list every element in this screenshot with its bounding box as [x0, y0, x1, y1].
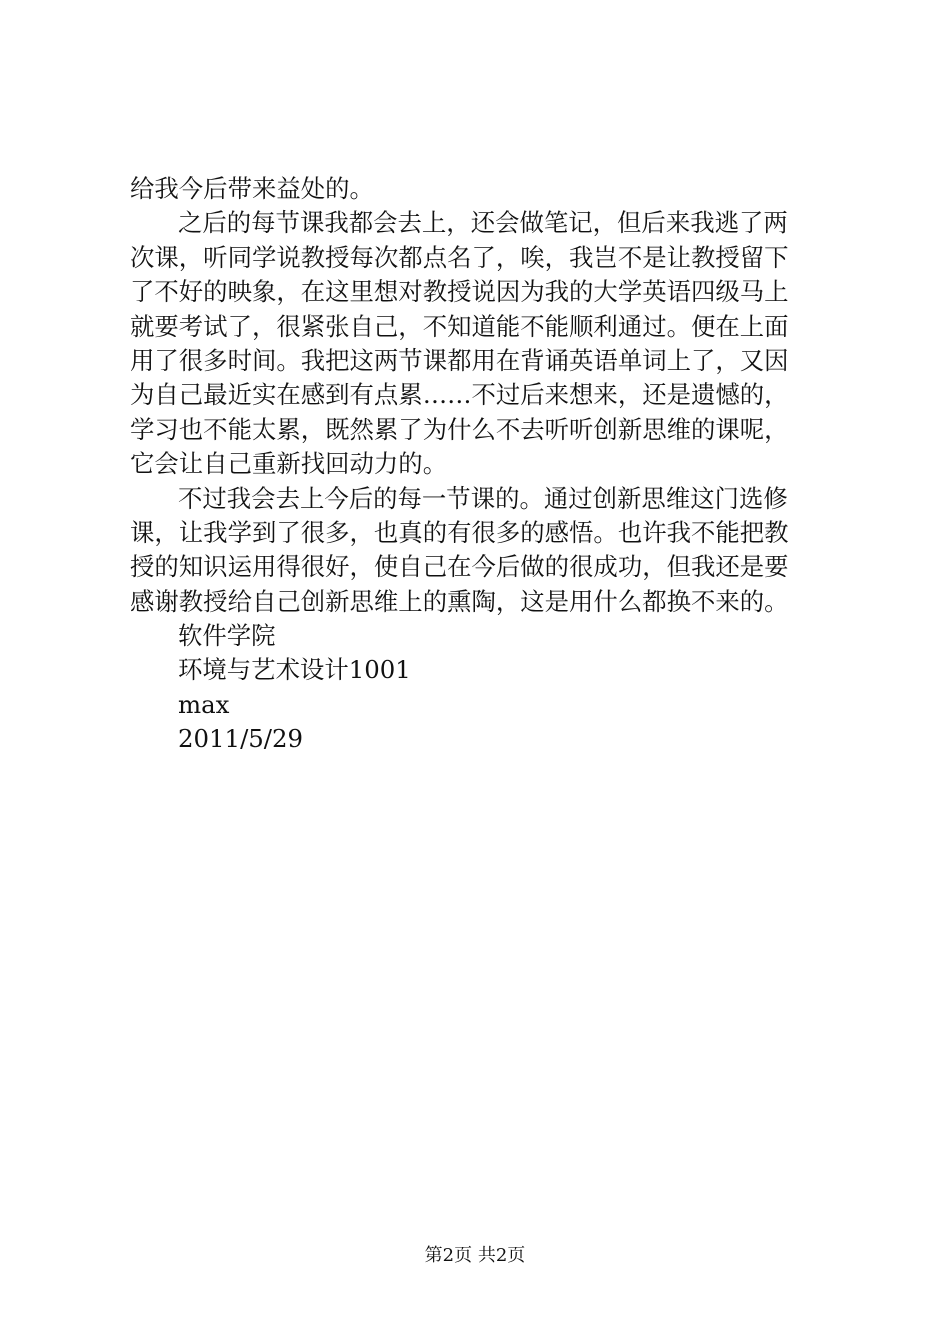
body-line: 之后的每节课我都会去上，还会做笔记，但后来我逃了两	[178, 208, 788, 238]
signature-name: max	[178, 689, 230, 719]
body-line: 次课，听同学说教授每次都点名了，唉，我岂不是让教授留下	[130, 242, 789, 272]
body-line: 课，让我学到了很多，也真的有很多的感悟。也许我不能把教	[130, 517, 789, 547]
body-line: 了不好的映象，在这里想对教授说因为我的大学英语四级马上	[130, 277, 789, 307]
body-line: 感谢教授给自己创新思维上的熏陶，这是用什么都换不来的。	[130, 586, 789, 616]
body-line: 用了很多时间。我把这两节课都用在背诵英语单词上了，又因	[130, 345, 789, 375]
body-line: 不过我会去上今后的每一节课的。通过创新思维这门选修	[178, 483, 788, 513]
body-line: 学习也不能太累，既然累了为什么不去听听创新思维的课呢，	[130, 414, 789, 444]
page-number: 第2页 共2页	[424, 1245, 526, 1266]
body-line: 为自己最近实在感到有点累……不过后来想来，还是遗憾的，	[130, 380, 789, 410]
body-line: 给我今后带来益处的。	[130, 174, 374, 203]
signature-class: 环境与艺术设计1001	[178, 655, 411, 685]
body-line: 授的知识运用得很好，使自己在今后做的很成功，但我还是要	[130, 552, 789, 582]
body-line: 就要考试了，很紧张自己，不知道能不能顺利通过。便在上面	[130, 311, 789, 341]
signature-school: 软件学院	[178, 621, 276, 651]
body-line: 它会让自己重新找回动力的。	[130, 449, 448, 479]
document-body	[130, 172, 830, 757]
signature-date: 2011/5/29	[178, 724, 304, 754]
